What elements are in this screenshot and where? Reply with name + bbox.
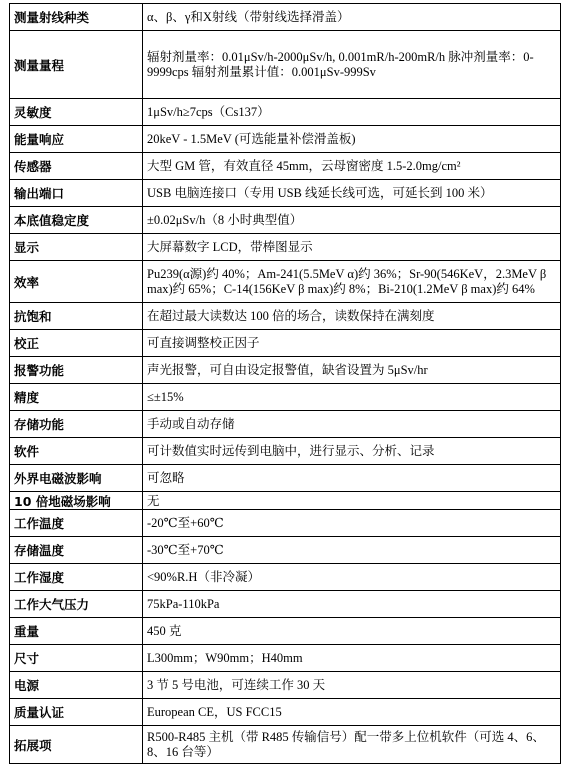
spec-label: 电源 (10, 672, 143, 699)
spec-label: 能量响应 (10, 126, 143, 153)
spec-label: 抗饱和 (10, 303, 143, 330)
spec-row (10, 234, 561, 261)
spec-row (10, 4, 561, 31)
spec-label: 外界电磁波影响 (10, 465, 143, 492)
spec-label: 显示 (10, 234, 143, 261)
spec-label: 输出端口 (10, 180, 143, 207)
spec-label: 测量量程 (10, 31, 143, 99)
spec-value: European CE，US FCC15 (143, 699, 561, 726)
spec-row (10, 303, 561, 330)
spec-label: 传感器 (10, 153, 143, 180)
spec-value: 可计数值实时远传到电脑中，进行显示、分析、记录 (143, 438, 561, 465)
spec-label: 本底值稳定度 (10, 207, 143, 234)
spec-row (10, 180, 561, 207)
spec-row (10, 564, 561, 591)
spec-value: 3 节 5 号电池，可连续工作 30 天 (143, 672, 561, 699)
spec-value: 可忽略 (143, 465, 561, 492)
spec-label: 软件 (10, 438, 143, 465)
spec-row (10, 126, 561, 153)
spec-value: R500-R485 主机（带 R485 传输信号）配一带多上位机软件（可选 4、6、8、16 台等） (143, 726, 561, 764)
spec-value: ±0.02μSv/h（8 小时典型值） (143, 207, 561, 234)
spec-row (10, 384, 561, 411)
spec-value: -20℃至+60℃ (143, 510, 561, 537)
spec-row (10, 726, 561, 764)
spec-row (10, 618, 561, 645)
spec-label: 存储温度 (10, 537, 143, 564)
spec-value: Pu239(α源)约 40%；Am-241(5.5MeV α)约 36%；Sr-90(546KeV，2.3MeV β max)约 65%；C-14(156KeV β max)约 8%；Bi-210(1.2MeV β max)约 64% (143, 261, 561, 303)
spec-value: 声光报警，可自由设定报警值，缺省设置为 5μSv/hr (143, 357, 561, 384)
spec-value: 1μSv/h≥7cps（Cs137） (143, 99, 561, 126)
spec-label: 报警功能 (10, 357, 143, 384)
spec-row (10, 591, 561, 618)
spec-row (10, 330, 561, 357)
spec-value: USB 电脑连接口（专用 USB 线延长线可选，可延长到 100 米） (143, 180, 561, 207)
spec-value: 大型 GM 管，有效直径 45mm，云母窗密度 1.5-2.0mg/cm² (143, 153, 561, 180)
spec-value: 大屏幕数字 LCD，带棒图显示 (143, 234, 561, 261)
spec-value: 20keV - 1.5MeV (可选能量补偿滑盖板) (143, 126, 561, 153)
spec-value: -30℃至+70℃ (143, 537, 561, 564)
spec-value: <90%R.H（非冷凝） (143, 564, 561, 591)
spec-label: 拓展项 (10, 726, 143, 764)
spec-value: 无 (143, 492, 561, 510)
spec-value: α、β、γ和X射线（带射线选择滑盖） (143, 4, 561, 31)
spec-value: 在超过最大读数达 100 倍的场合，读数保持在满刻度 (143, 303, 561, 330)
spec-label: 工作湿度 (10, 564, 143, 591)
spec-value: L300mm；W90mm；H40mm (143, 645, 561, 672)
spec-row (10, 31, 561, 99)
spec-row (10, 492, 561, 510)
spec-table (9, 3, 561, 764)
spec-label: 精度 (10, 384, 143, 411)
spec-row (10, 672, 561, 699)
spec-value: 辐射剂量率：0.01μSv/h-2000μSv/h, 0.001mR/h-200mR/h 脉冲剂量率：0-9999cps 辐射剂量累计值：0.001μSv-999Sv (143, 31, 561, 99)
spec-label: 重量 (10, 618, 143, 645)
spec-table-body (10, 4, 561, 764)
spec-row (10, 438, 561, 465)
spec-value: 75kPa-110kPa (143, 591, 561, 618)
spec-row (10, 357, 561, 384)
spec-value: 可直接调整校正因子 (143, 330, 561, 357)
spec-row (10, 645, 561, 672)
spec-row (10, 261, 561, 303)
spec-label: 10 倍地磁场影响 (10, 492, 143, 510)
spec-label: 质量认证 (10, 699, 143, 726)
spec-label: 工作大气压力 (10, 591, 143, 618)
spec-label: 灵敏度 (10, 99, 143, 126)
spec-label: 效率 (10, 261, 143, 303)
spec-label: 校正 (10, 330, 143, 357)
spec-row (10, 99, 561, 126)
spec-row (10, 153, 561, 180)
spec-row (10, 465, 561, 492)
spec-row (10, 537, 561, 564)
spec-value: ≤±15% (143, 384, 561, 411)
spec-value: 450 克 (143, 618, 561, 645)
spec-label: 存储功能 (10, 411, 143, 438)
spec-row (10, 699, 561, 726)
spec-row (10, 207, 561, 234)
spec-label: 工作温度 (10, 510, 143, 537)
spec-row (10, 510, 561, 537)
spec-value: 手动或自动存储 (143, 411, 561, 438)
spec-row (10, 411, 561, 438)
spec-label: 尺寸 (10, 645, 143, 672)
spec-label: 测量射线种类 (10, 4, 143, 31)
